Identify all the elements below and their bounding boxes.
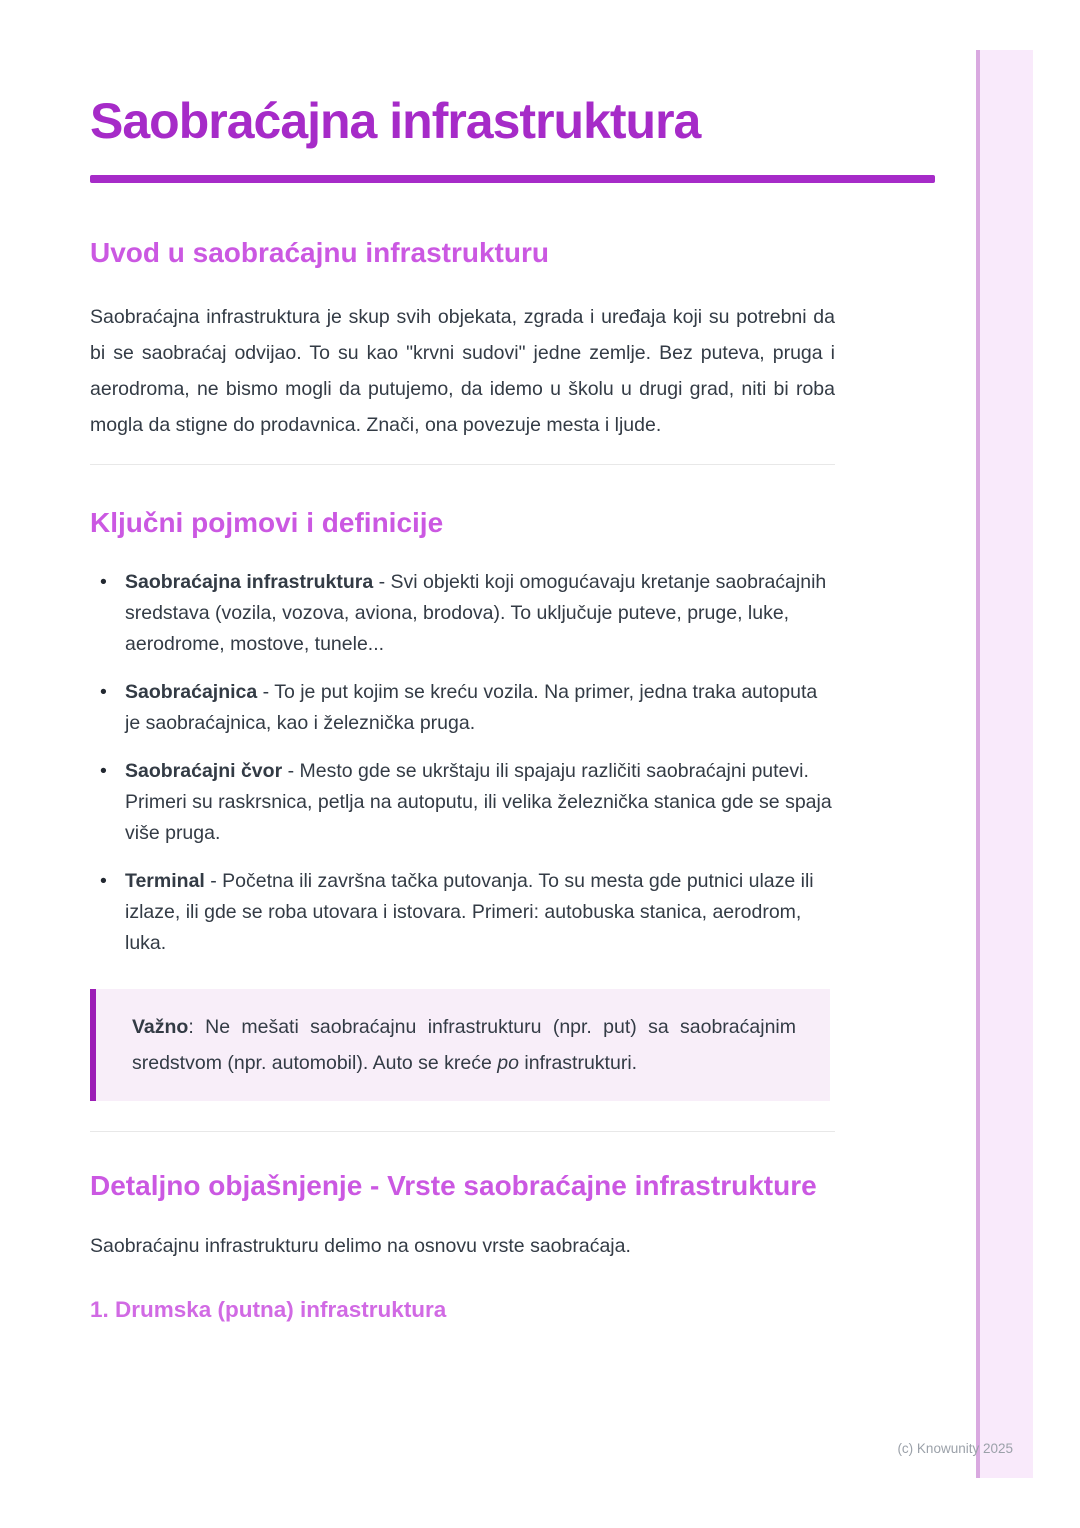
detail-paragraph: Saobraćajnu infrastrukturu delimo na osnovu vrste saobraćaja. <box>90 1235 631 1257</box>
intro-paragraph: Saobraćajna infrastruktura je skup svih objekata, zgrada i uređaja koji su potrebni da bi se saobraćaj odvijao. To su kao "krvni sudovi" jedne zemlje. Bez puteva, pruga i aerodroma, ne bismo mogli da putujemo, da idemo u školu u drugi grad, niti bi roba mogla da stigne do prodavnica. Znači, ona povezuje mesta i ljude. <box>90 306 835 436</box>
term-name: Saobraćajna infrastruktura <box>125 571 374 593</box>
callout-italic-word: po <box>497 1052 519 1074</box>
term-name: Terminal <box>125 870 205 892</box>
callout-body-1: : Ne mešati saobraćajnu infrastrukturu (npr. put) sa saobraćajnim sredstvom (npr. automobil). Auto se kreće <box>132 1016 796 1074</box>
term-list-item <box>90 567 835 660</box>
term-definition: - To je put kojim se kreću vozila. Na primer, jedna traka autoputa je saobraćajnica, kao i železnička pruga. <box>125 681 818 734</box>
page-title: Saobraćajna infrastruktura <box>90 93 701 149</box>
section-divider <box>90 464 835 465</box>
sub-heading-road-infrastructure: 1. Drumska (putna) infrastruktura <box>90 1297 447 1322</box>
term-name: Saobraćajnica <box>125 681 258 703</box>
term-name: Saobraćajni čvor <box>125 760 283 782</box>
copyright-footer: (c) Knowunity 2025 <box>897 1441 1013 1456</box>
term-list-item <box>90 866 835 959</box>
term-list-item <box>90 677 835 739</box>
section-heading-intro: Uvod u saobraćajnu infrastrukturu <box>90 237 549 268</box>
term-definition: - Svi objekti koji omogućavaju kretanje saobraćajnih sredstava (vozila, vozova, aviona, brodova). To uključuje puteve, pruge, luke, aerodrome, mostove, tunele... <box>125 571 827 655</box>
page-edge-decoration <box>976 50 1033 1478</box>
callout-text <box>132 1009 796 1081</box>
section-heading-terms: Ključni pojmovi i definicije <box>90 507 444 538</box>
callout-body-2: infrastrukturi. <box>518 1052 638 1074</box>
section-divider <box>90 1131 835 1132</box>
section-heading-detail: Detaljno objašnjenje - Vrste saobraćajne infrastrukture <box>90 1170 817 1201</box>
important-callout <box>90 989 830 1101</box>
document-content <box>90 0 835 1324</box>
term-list <box>90 567 835 959</box>
term-list-item <box>90 756 835 849</box>
term-definition: - Početna ili završna tačka putovanja. To su mesta gde putnici ulaze ili izlaze, ili gde se roba utovara i istovara. Primeri: autobuska stanica, aerodrom, luka. <box>125 870 814 954</box>
term-definition: - Mesto gde se ukrštaju ili spajaju različiti saobraćajni putevi. Primeri su raskrsnica, petlja na autoputu, ili velika železnička stanica gde se spaja više pruga. <box>125 760 832 844</box>
title-rule <box>90 175 935 183</box>
callout-label: Važno <box>132 1016 189 1038</box>
